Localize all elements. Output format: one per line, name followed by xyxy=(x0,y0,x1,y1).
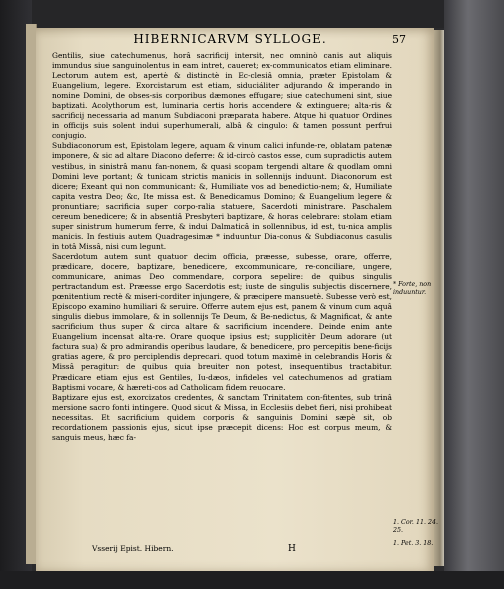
paragraph: Subdiaconorum est, Epistolam legere, aquam & vinum calici infunde-re, oblatam patenæ imponere, & sic ad altare Diacono deferre: & id-circò castos esse, cum supradictis autem vestibus, in sinistrâ manu fan-nonem, & quasi scopam tergendi altare & quodlam omni Domini leve portant; & tunicam strictis manicis in sollennijs induunt. Diaconorum est dicere; Exeant qui non communicant: &, Humiliate vos ad benedictio-nem; &, Humiliate capita vestra Deo; &c, Ite missa est. & Benedicamus Domino; & Euangelium legere & pronuntiare; sacrificia super corpo-ralia statuere, Sacerdoti ministrare. Paschalem cereum benedicere; & in absentiâ Presbyteri baptizare, & horas celebrare: stolam etiam super sinistrum humerum ferre, & indui Dalmaticâ in sollennibus, id est, tu-nica amplis manicis. In festiuis autem Quadragesimæ * induuntur Dia-conus & Subdiaconus casulis in totâ Missâ, nisi cum legunt. xyxy=(52,141,392,251)
signature-line: Vsserij Epist. Hibern. xyxy=(92,544,174,553)
background-bottom xyxy=(0,571,504,589)
running-header: HIBERNICARVM SYLLOGE. xyxy=(133,32,327,46)
page-stack-right xyxy=(434,30,444,566)
margin-note: 1. Cor. 11. 24. 25. xyxy=(393,519,438,534)
margin-note: * Forte, non induuntur. xyxy=(393,281,432,296)
paragraph: Gentilis, siue catechumenus, horâ sacrificij intersit, nec omninò canis aut aliquis immundus siue sanguinolentus in eam intret, caueret; ex-communicatos etiam eliminare. Lectorum autem est, apertè & distinctè in Ec-clesiâ omnia, præter Epistolam & Euangelium, legere. Exorcistarum est etiam, siduciáliter adjurando & imperando in nomine Domini, de obses-sis corporibus dæmones effugare; siue catechumeni sint, siue baptizati. Acolythorum est, luminaria certis horis accendere & extinguere; alta-ris & sacrificij necessaria ad manum Subdiaconi præparata habere. Atque hi quatuor Ordines in officijs suis solent indui superhumerali, albâ & cingulo: & tamen possunt perfrui conjugio. xyxy=(52,51,392,141)
paragraph: Baptizare ejus est, exorcizatos credentes, & sanctam Trinitatem con-fitentes, sub trinâ mersione sacro fonti intingere. Quod sicut & Missa, in Ecclesiis debet fieri, nisi prohibeat necessitas. Et sacrificium quidem corporis & sanguinis Domini sæpè sit, ob recordationem passionis ejus, sicut ipse præcepit dicens: Hoc est corpus meum, & sanguis meus, hæc fa- xyxy=(52,392,392,442)
paragraph: Sacerdotum autem sunt quatuor decim officia, præesse, subesse, orare, offerre, prædicare, docere, baptizare, benedicere, excommunicare, re-conciliare, ungere, communicare, animas Deo commendare, corpora sepelire: de quibus singulis pertractandum est. Præesse ergo Sacerdotis est; iuste de singulis subjectis discernere, pœnitentium rectè & miseri-corditer injungere, & præcipere mansuetè. Subesse verò est, Episcopo examino humiliari & seruire. Offerre autem ejus est, panem & vinum cum aquâ singulis diebus immolare, & in sollennijs Te Deum, & Be-nedictus, & Magnificat, & ante sacrificium thus super & circa altare & sacrificium incendere. Deinde enim ante Euangelium incensat alta-re. Orare quoque ipsius est; supplicitèr Deum adorare (ut factura sua) & pro admirandis operibus laudare, & benedicere, pro percepitis bene-ficijs gratias agere, & pro perciplendis deprecari. quod totum maximè in celebrandis Horis & Missâ peragitur: de quibus quia breuiter non potest, insequentibus tractabitur. Prædicare etiam ejus est Gentiles, Iu-dæos, infideles vel catechumenos ad gratiam Baptismi vocare, & hæreti-cos ad Catholicam fidem reuocare. xyxy=(52,251,392,392)
background-right xyxy=(444,0,504,589)
gathering-signature: H xyxy=(288,544,296,554)
page-number: 57 xyxy=(392,33,406,46)
margin-note: 1. Pet. 3. 18. xyxy=(393,540,434,547)
background-top xyxy=(0,0,504,28)
main-text xyxy=(52,51,392,443)
